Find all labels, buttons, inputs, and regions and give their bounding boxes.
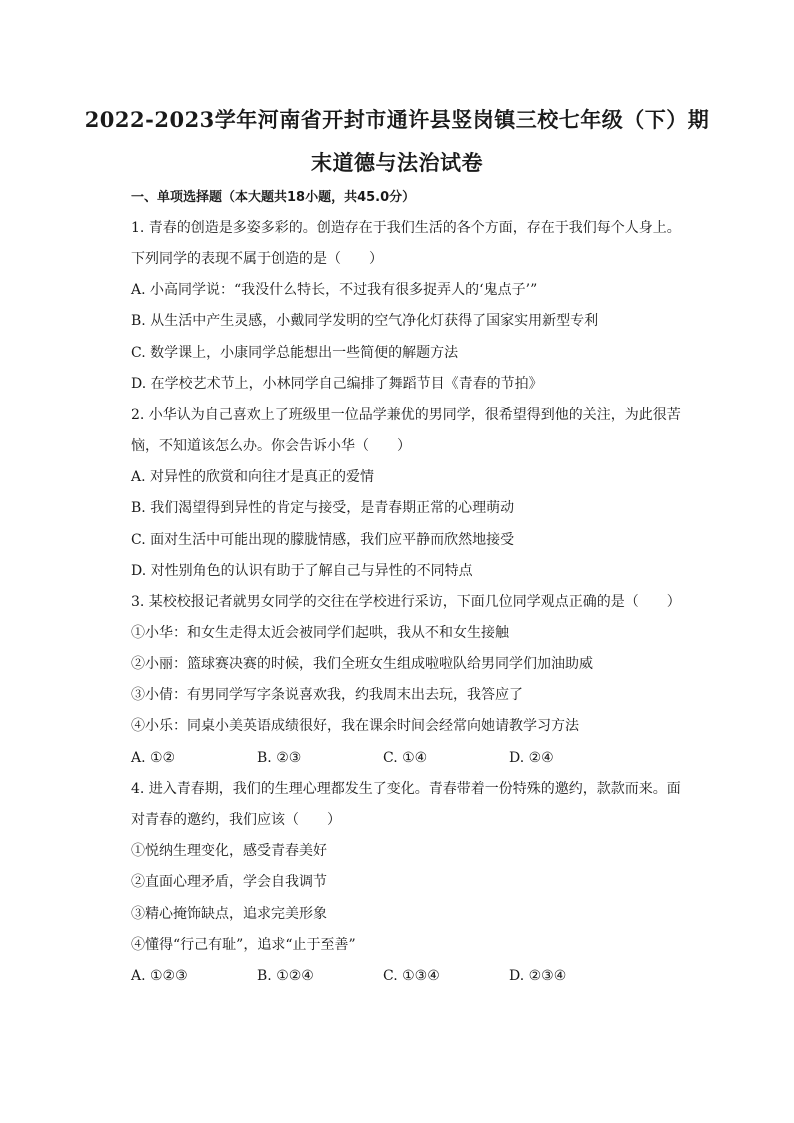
exam-title-line-2: 末道德与法治试卷 (311, 150, 483, 175)
q3-option-b: B. ②③ (257, 750, 302, 766)
q2-stem-line-1: 2. 小华认为自己喜欢上了班级里一位品学兼优的男同学，很希望得到他的关注，为此很苦 (131, 407, 681, 423)
q4-option-c: C. ①③④ (383, 968, 440, 984)
q2-option-c: C. 面对生活中可能出现的朦胧情感，我们应平静而欣然地接受 (131, 532, 515, 548)
q3-stem-line-1: 3. 某校校报记者就男女同学的交往在学校进行采访，下面几位同学观点正确的是（ ） (131, 594, 681, 610)
q1-option-a: A. 小高同学说：“我没什么特长，不过我有很多捉弄人的‘鬼点子’” (131, 282, 538, 298)
q4-option-a: A. ①②③ (131, 968, 188, 984)
q4-statement-1: ①悦纳生理变化，感受青春美好 (131, 843, 327, 859)
q2-option-d: D. 对性别角色的认识有助于了解自己与异性的不同特点 (131, 563, 473, 579)
q3-option-d: D. ②④ (509, 750, 554, 766)
q1-option-c: C. 数学课上，小康同学总能想出一些简便的解题方法 (131, 345, 459, 361)
q3-statement-1: ①小华：和女生走得太近会被同学们起哄，我从不和女生接触 (131, 625, 509, 641)
q4-statement-3: ③精心掩饰缺点，追求完美形象 (131, 906, 327, 922)
q4-stem-line-1: 4. 进入青春期，我们的生理心理都发生了变化。青春带着一份特殊的邀约，款款而来。面 (131, 781, 681, 797)
q3-statement-4: ④小乐：同桌小美英语成绩很好，我在课余时间会经常向她请教学习方法 (131, 718, 579, 734)
q4-statement-2: ②直面心理矛盾，学会自我调节 (131, 874, 327, 890)
q4-option-d: D. ②③④ (509, 968, 567, 984)
q3-statement-3: ③小倩：有男同学写字条说喜欢我，约我周末出去玩，我答应了 (131, 687, 523, 703)
q4-statement-4: ④懂得“行己有耻”，追求“止于至善” (131, 937, 356, 953)
q4-option-b: B. ①②④ (257, 968, 314, 984)
q1-option-d: D. 在学校艺术节上，小林同学自己编排了舞蹈节目《青春的节拍》 (131, 376, 543, 392)
q3-statement-2: ②小丽：篮球赛决赛的时候，我们全班女生组成啦啦队给男同学们加油助威 (131, 656, 593, 672)
exam-title-line-1: 2022-2023学年河南省开封市通许县竖岗镇三校七年级（下）期 (84, 107, 710, 132)
q4-stem-line-2: 对青春的邀约，我们应该（ ） (131, 812, 341, 828)
q3-option-c: C. ①④ (383, 750, 428, 766)
section-heading: 一、单项选择题（本大题共18小题，共45.0分） (131, 190, 416, 205)
q1-stem-line-1: 1. 青春的创造是多姿多彩的。创造存在于我们生活的各个方面，存在于我们每个人身上。 (131, 220, 681, 236)
q1-option-b: B. 从生活中产生灵感，小戴同学发明的空气净化灯获得了国家实用新型专利 (131, 313, 599, 329)
q1-stem-line-2: 下列同学的表现不属于创造的是（ ） (131, 251, 383, 267)
q2-stem-line-2: 恼，不知道该怎么办。你会告诉小华（ ） (131, 438, 411, 454)
q2-option-a: A. 对异性的欣赏和向往才是真正的爱情 (131, 469, 375, 485)
q3-option-a: A. ①② (131, 750, 176, 766)
q2-option-b: B. 我们渴望得到异性的肯定与接受，是青春期正常的心理萌动 (131, 500, 515, 516)
